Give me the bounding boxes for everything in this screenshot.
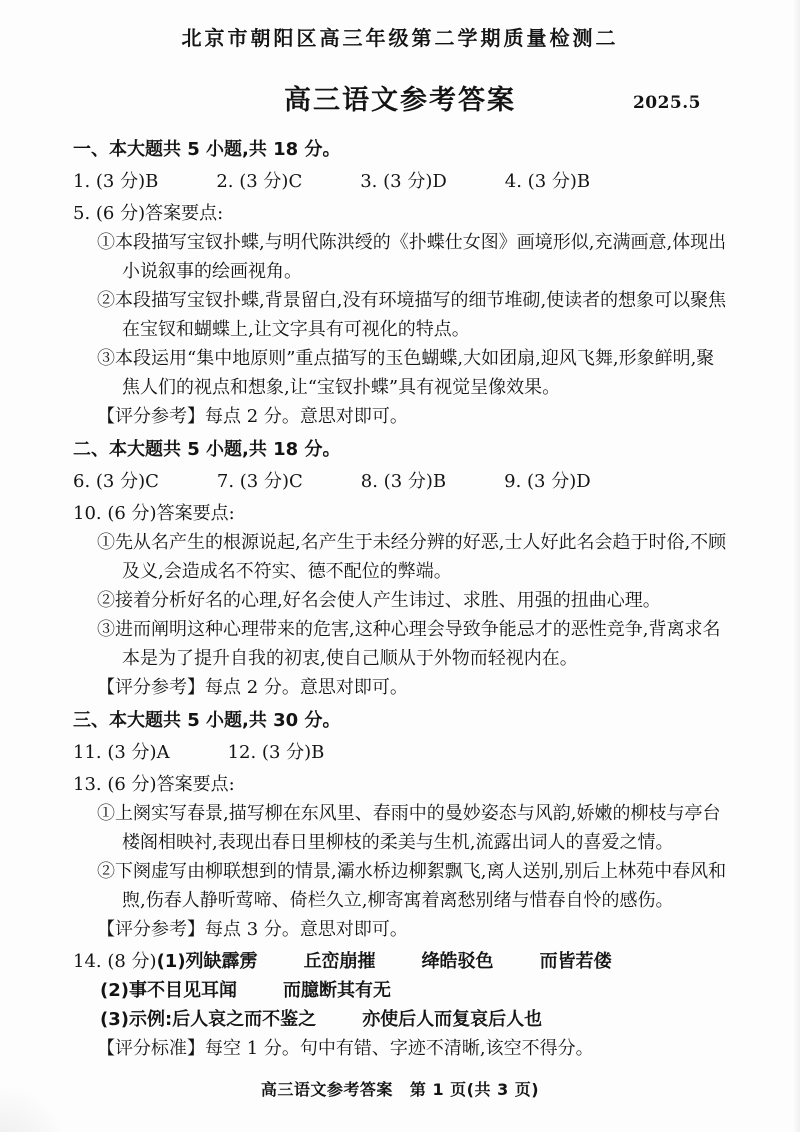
- answer-cell: 亦使后人而复哀后人也: [362, 1009, 543, 1030]
- question-item: [73, 199, 728, 228]
- answer-point: [73, 615, 728, 673]
- answer-cell: (1)列缺霹雳: [156, 951, 258, 972]
- answer-point: [73, 344, 728, 402]
- answer-cell: 丘峦崩摧: [303, 951, 376, 972]
- scoring-note: [73, 673, 728, 702]
- recitation-answers-row: [73, 947, 728, 976]
- answer-cell: 6. (3 分)C: [73, 471, 159, 492]
- answer-point: [73, 799, 728, 857]
- choice-answers-row: [73, 738, 728, 767]
- line-text: 【评分参考】每点 2 分。意思对即可。: [97, 677, 408, 698]
- footer-page-number: 第 1 页(共 3 页): [409, 1080, 540, 1099]
- line-text: 二、本大题共 5 小题,共 18 分。: [73, 439, 341, 460]
- answer-cell: 12. (3 分)B: [227, 742, 325, 763]
- answer-cell: 4. (3 分)B: [504, 171, 591, 192]
- answer-point: [73, 228, 728, 286]
- answer-point: [73, 528, 728, 586]
- answer-cell: 1. (3 分)B: [73, 171, 159, 192]
- answer-cell: 绛皓驳色: [421, 951, 494, 972]
- section-heading: [73, 135, 728, 164]
- choice-answers-row: [73, 167, 728, 196]
- answer-cell: 8. (3 分)B: [360, 471, 447, 492]
- line-text: ②下阕虚写由柳联想到的情景,灞水桥边柳絮飘飞,离人送别,别后上林苑中春风和煦,伤春人静听莺啼、倚栏久立,柳寄寓着离愁别绪与惜春自怜的感伤。: [97, 861, 727, 911]
- title-row: [0, 78, 800, 116]
- answer-cell: 2. (3 分)C: [216, 171, 303, 192]
- answer-point: [73, 286, 728, 344]
- section-heading: [73, 435, 728, 464]
- question-item: [73, 770, 728, 799]
- exam-header-title: 北京市朝阳区高三年级第二学期质量检测二: [181, 26, 619, 50]
- scoring-note: [73, 1034, 728, 1063]
- recitation-answers-row: [73, 1005, 728, 1034]
- section-heading: [73, 706, 728, 735]
- line-text: ②接着分析好名的心理,好名会使人产生讳过、求胜、用强的扭曲心理。: [97, 590, 661, 611]
- page-footer: [0, 1077, 800, 1100]
- line-text: 三、本大题共 5 小题,共 30 分。: [73, 710, 341, 731]
- document-title: 高三语文参考答案: [284, 85, 516, 116]
- question-item: [73, 499, 728, 528]
- doc-body: [0, 116, 800, 1063]
- line-text: 【评分标准】每空 1 分。句中有错、字迹不清晰,该空不得分。: [97, 1038, 594, 1059]
- choice-answers-row: [73, 467, 728, 496]
- scoring-note: [73, 402, 728, 431]
- line-text: 【评分参考】每点 2 分。意思对即可。: [97, 406, 408, 427]
- line-text: ②本段描写宝钗扑蝶,背景留白,没有环境描写的细节堆砌,使读者的想象可以聚焦在宝钗和蝴蝶上,让文字具有可视化的特点。: [97, 290, 727, 340]
- line-text: 10. (6 分)答案要点:: [73, 503, 235, 524]
- item-number: 14. (8 分): [73, 951, 157, 972]
- answer-point: [73, 857, 728, 915]
- document-date: 2025.5: [632, 93, 701, 113]
- answer-cell: (2)事不目见耳闻: [100, 980, 237, 1001]
- answer-cell: 而皆若偻: [539, 951, 612, 972]
- answer-cell: 9. (3 分)D: [504, 471, 591, 492]
- answer-cell: (3)示例:后人哀之而不鉴之: [100, 1009, 317, 1030]
- line-text: 【评分参考】每点 3 分。意思对即可。: [97, 919, 408, 940]
- answer-cell: 7. (3 分)C: [216, 471, 303, 492]
- answer-point: [73, 586, 728, 615]
- answer-cell: 11. (3 分)A: [73, 742, 170, 763]
- line-text: ③进而阐明这种心理带来的危害,这种心理会导致争能忌才的恶性竞争,背离求名本是为了提升自我的初衷,使自己顺从于外物而轻视内在。: [97, 619, 721, 669]
- line-text: ③本段运用“集中地原则”重点描写的玉色蝴蝶,大如团扇,迎风飞舞,形象鲜明,聚焦人们的视点和想象,让“宝钗扑蝶”具有视觉呈像效果。: [97, 348, 715, 398]
- line-text: ①上阕实写春景,描写柳在东风里、春雨中的曼妙姿态与风韵,娇嫩的柳枝与亭台楼阁相映衬,表现出春日里柳枝的柔美与生机,流露出词人的喜爱之情。: [97, 803, 721, 853]
- line-text: 13. (6 分)答案要点:: [73, 774, 235, 795]
- answer-cell: 3. (3 分)D: [360, 171, 447, 192]
- line-text: 一、本大题共 5 小题,共 18 分。: [73, 139, 341, 160]
- scoring-note: [73, 915, 728, 944]
- line-text: 5. (6 分)答案要点:: [73, 203, 224, 224]
- recitation-answers-row: [73, 976, 728, 1005]
- line-text: ①本段描写宝钗扑蝶,与明代陈洪绶的《扑蝶仕女图》画境形似,充满画意,体现出小说叙事的绘画视角。: [97, 232, 727, 282]
- footer-doc-name: 高三语文参考答案: [260, 1080, 393, 1099]
- answer-cell: 而臆断其有无: [282, 980, 391, 1001]
- line-text: ①先从名产生的根源说起,名产生于未经分辨的好恶,士人好此名会趋于时俗,不顾及义,会造成名不符实、德不配位的弊端。: [97, 532, 727, 582]
